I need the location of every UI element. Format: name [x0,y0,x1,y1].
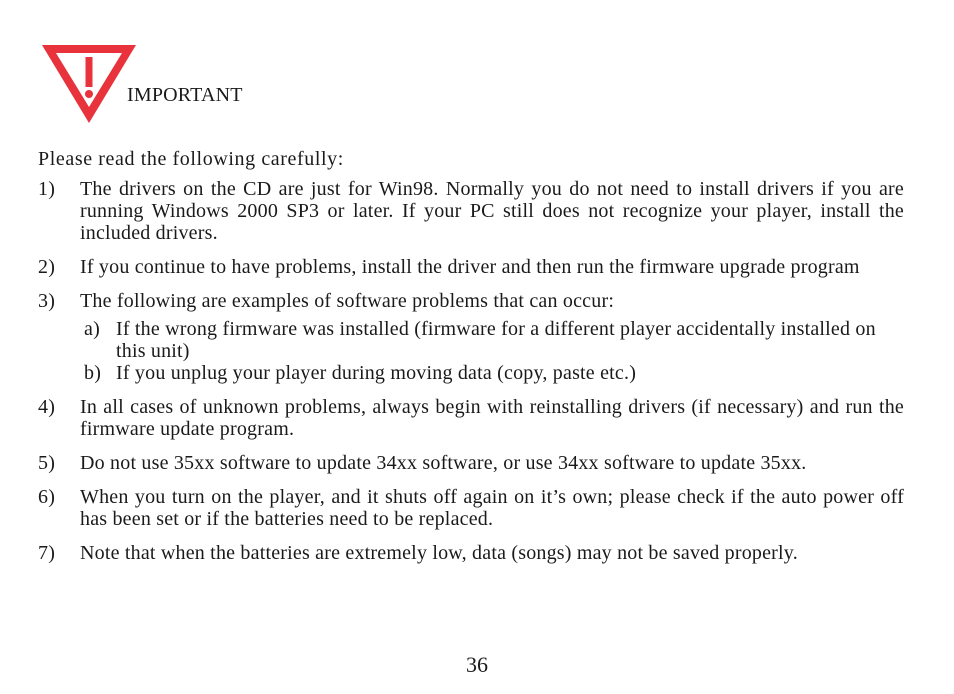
item-number: 4) [38,396,56,418]
sub-list-item [80,362,904,384]
list-item [38,178,904,244]
item-text: If you continue to have problems, install the driver and then run the firmware upgrade program [80,256,860,278]
list-item [38,542,904,564]
item-text: In all cases of unknown problems, always begin with reinstalling drivers (if necessary) and run the firmware update program. [80,396,904,440]
sub-item-text: If you unplug your player during moving data (copy, paste etc.) [116,362,637,384]
item-number: 3) [38,290,56,312]
item-text: Note that when the batteries are extremely low, data (songs) may not be saved properly. [80,542,798,564]
list-item [38,256,904,278]
list-item [38,290,904,384]
important-heading: IMPORTANT [127,84,243,106]
list-item [38,396,904,440]
sub-item-text: If the wrong firmware was installed (firmware for a different player accidentally installed on this unit) [116,318,876,362]
item-number: 1) [38,178,56,200]
warning-triangle-icon [40,43,138,125]
item-text: Do not use 35xx software to update 34xx software, or use 34xx software to update 35xx. [80,452,807,474]
item-text: When you turn on the player, and it shuts off again on it’s own; please check if the auto power off has been set or if the batteries need to be replaced. [80,486,904,530]
troubleshooting-list [38,178,904,576]
item-number: 6) [38,486,56,508]
sub-item-letter: b) [84,362,102,384]
item-text: The drivers on the CD are just for Win98. Normally you do not need to install drivers if you are running Windows 2000 SP3 or later. If your PC still does not recognize your player, install the included drivers. [80,178,904,244]
list-item [38,452,904,474]
sub-list [80,318,904,384]
sub-item-letter: a) [84,318,100,340]
item-number: 2) [38,256,56,278]
list-item [38,486,904,530]
page-number: 36 [466,652,488,677]
sub-list-item [80,318,904,362]
intro-text: Please read the following carefully: [38,148,344,170]
item-number: 5) [38,452,56,474]
item-text: The following are examples of software problems that can occur: [80,290,615,312]
item-number: 7) [38,542,56,564]
